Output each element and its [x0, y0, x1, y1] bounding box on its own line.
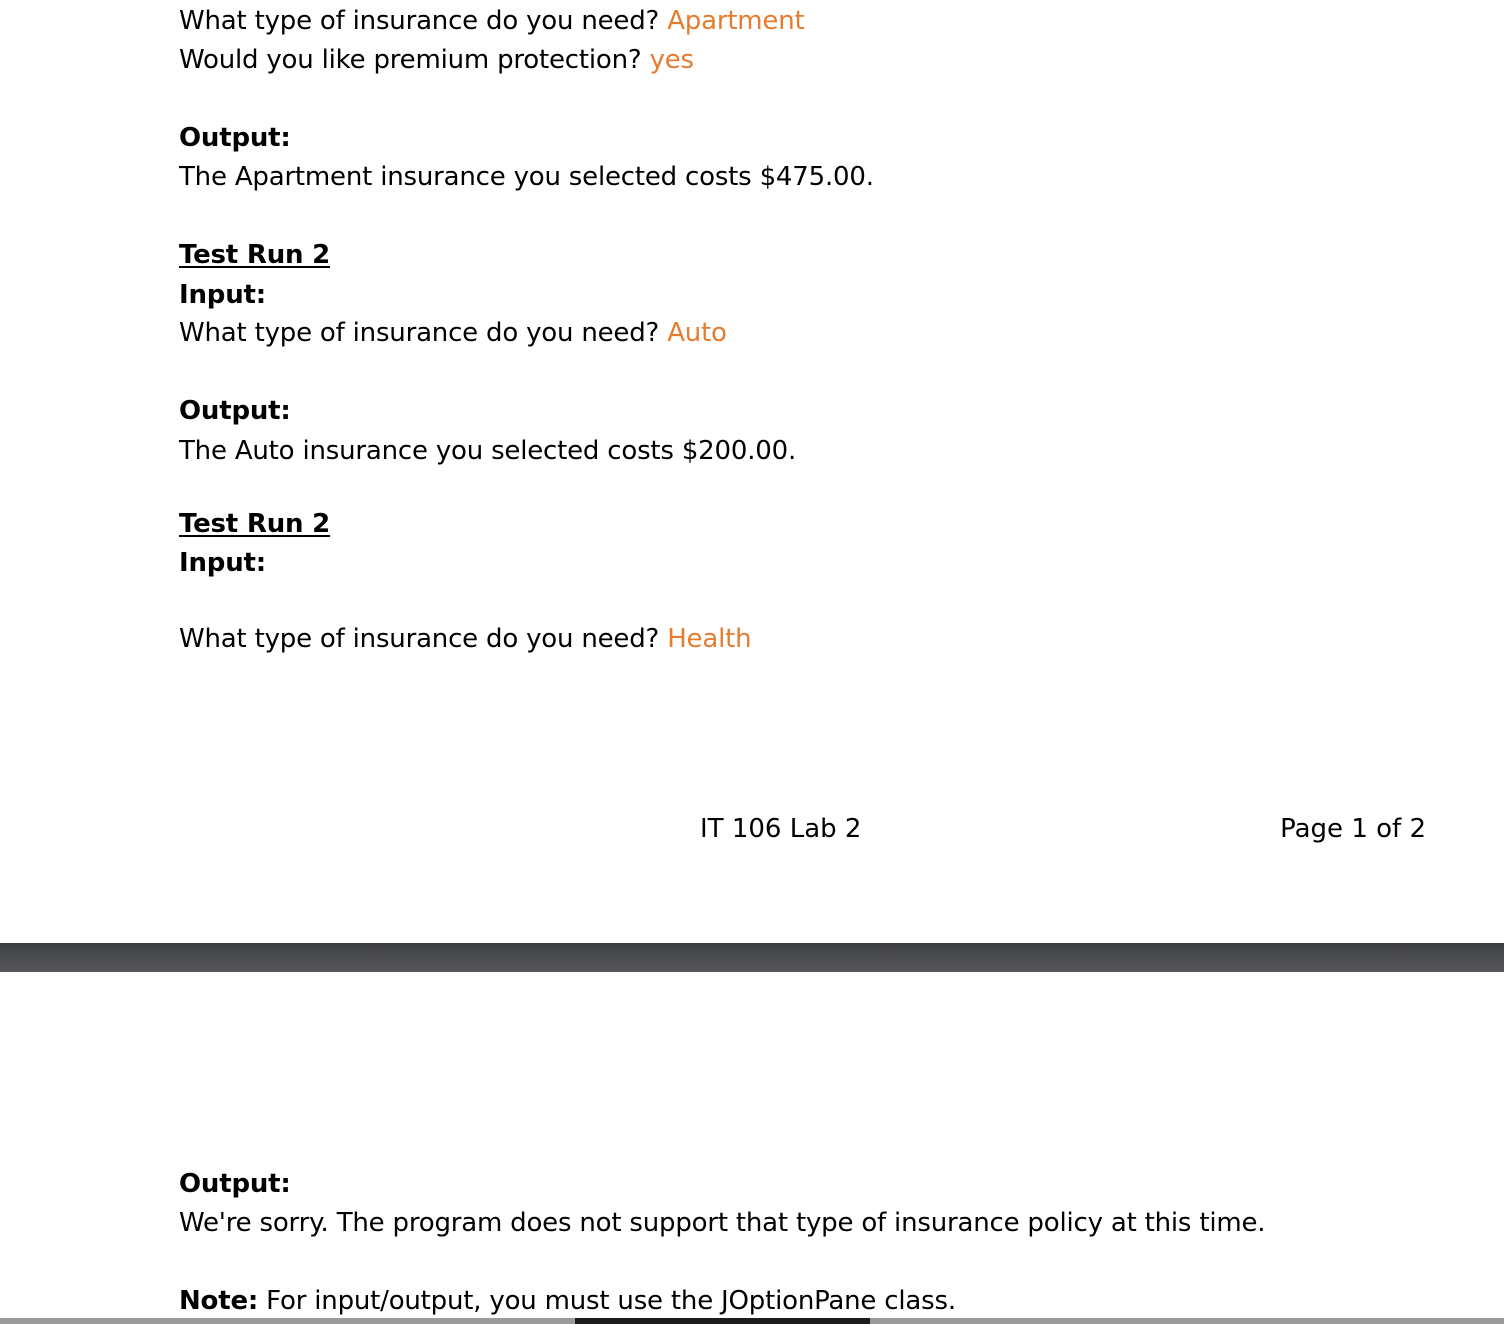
question-answer: yes [649, 45, 694, 75]
run1-question-premium [179, 44, 694, 76]
run1-output-text: The Apartment insurance you selected costs $475.00. [179, 162, 874, 192]
bottom-edge-strip [0, 1318, 1504, 1324]
question-answer: Apartment [667, 6, 805, 36]
question-answer: Auto [667, 318, 727, 348]
run2-output-heading: Output: [179, 396, 291, 426]
bottom-edge-dark-segment [575, 1318, 870, 1324]
footer-page-number: Page 1 of 2 [1280, 814, 1426, 844]
note-label: Note: [179, 1286, 259, 1316]
run2-heading: Test Run 2 [179, 240, 331, 270]
page-separator [0, 943, 1504, 972]
run1-question-type [179, 5, 805, 37]
run3-output-heading: Output: [179, 1169, 291, 1199]
question-prompt: What type of insurance do you need? [179, 624, 660, 654]
footer-title: IT 106 Lab 2 [700, 814, 862, 844]
run3-question-type [179, 623, 751, 655]
run2-output-text: The Auto insurance you selected costs $200.00. [179, 436, 797, 466]
run3-input-heading: Input: [179, 548, 266, 578]
question-prompt: What type of insurance do you need? [179, 6, 660, 36]
run1-output-heading: Output: [179, 123, 291, 153]
note-text: For input/output, you must use the JOptionPane class. [266, 1286, 956, 1316]
run3-output-text: We're sorry. The program does not support that type of insurance policy at this time. [179, 1208, 1266, 1238]
run2-input-heading: Input: [179, 280, 266, 310]
run2-question-type [179, 317, 727, 349]
document-page-2 [0, 972, 1504, 1324]
question-prompt: Would you like premium protection? [179, 45, 642, 75]
run3-heading: Test Run 2 [179, 509, 331, 539]
question-prompt: What type of insurance do you need? [179, 318, 660, 348]
note-line [179, 1285, 956, 1317]
question-answer: Health [667, 624, 752, 654]
